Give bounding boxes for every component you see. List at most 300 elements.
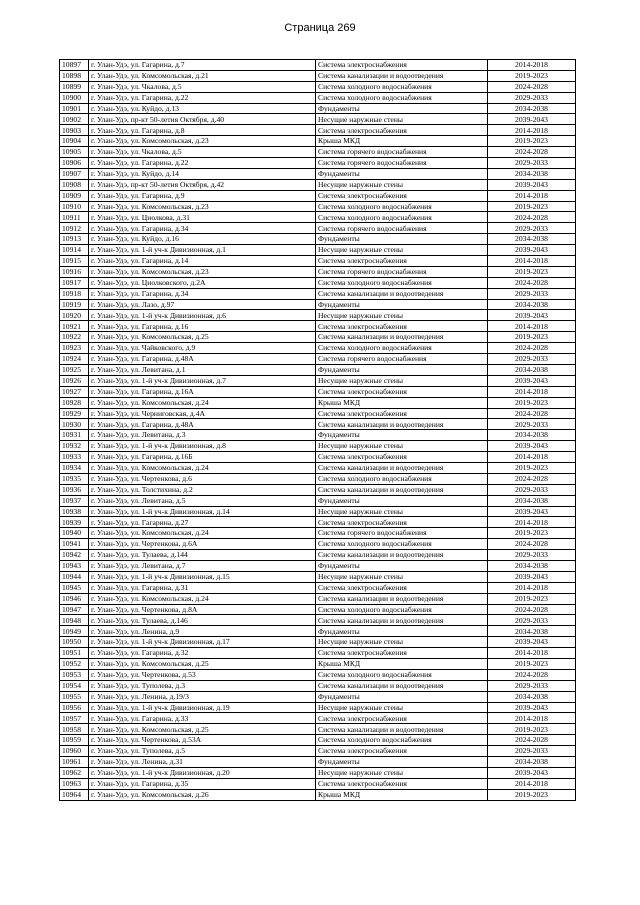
row-work-type: Система холодного водоснабжения xyxy=(316,81,488,92)
row-address: г. Улан-Удэ, ул. Чкалова, д.5 xyxy=(89,81,316,92)
row-work-type: Система холодного водоснабжения xyxy=(316,343,488,354)
row-work-type: Система электроснабжения xyxy=(316,452,488,463)
row-number: 10908 xyxy=(60,179,89,190)
row-address: г. Улан-Удэ, ул. Черниговская, д.4А xyxy=(89,408,316,419)
row-period: 2014-2018 xyxy=(488,125,576,136)
row-work-type: Несущие наружные стены xyxy=(316,114,488,125)
row-number: 10949 xyxy=(60,626,89,637)
row-number: 10937 xyxy=(60,495,89,506)
table-row xyxy=(60,735,576,746)
table-row xyxy=(60,266,576,277)
row-address: г. Улан-Удэ, ул. Комсомольская, д.26 xyxy=(89,789,316,800)
row-period: 2024-2028 xyxy=(488,669,576,680)
row-period: 2014-2018 xyxy=(488,60,576,71)
row-work-type: Несущие наружные стены xyxy=(316,637,488,648)
row-address: г. Улан-Удэ, ул. 1-й уч-к Дивизионная, д.1 xyxy=(89,245,316,256)
row-work-type: Система канализации и водоотведения xyxy=(316,288,488,299)
row-period: 2029-2033 xyxy=(488,158,576,169)
row-number: 10898 xyxy=(60,70,89,81)
row-work-type: Система горячего водоснабжения xyxy=(316,266,488,277)
row-address: г. Улан-Удэ, ул. Гагарина, д.22 xyxy=(89,158,316,169)
row-period: 2019-2023 xyxy=(488,462,576,473)
row-period: 2039-2043 xyxy=(488,506,576,517)
row-work-type: Система холодного водоснабжения xyxy=(316,277,488,288)
row-work-type: Фундаменты xyxy=(316,691,488,702)
table-row xyxy=(60,277,576,288)
row-number: 10906 xyxy=(60,158,89,169)
row-address: г. Улан-Удэ, ул. Ленина, д.19/3 xyxy=(89,691,316,702)
row-work-type: Крыша МКД xyxy=(316,789,488,800)
row-address: г. Улан-Удэ, ул. Гагарина, д.33 xyxy=(89,713,316,724)
row-work-type: Система канализации и водоотведения xyxy=(316,550,488,561)
table-row xyxy=(60,724,576,735)
row-address: г. Улан-Удэ, ул. Гагарина, д.14 xyxy=(89,256,316,267)
row-number: 10962 xyxy=(60,767,89,778)
row-number: 10905 xyxy=(60,147,89,158)
row-work-type: Фундаменты xyxy=(316,234,488,245)
row-number: 10920 xyxy=(60,310,89,321)
table-row xyxy=(60,343,576,354)
row-number: 10907 xyxy=(60,168,89,179)
row-address: г. Улан-Удэ, пр-кт 50-летия Октября, д.40 xyxy=(89,114,316,125)
table-row xyxy=(60,147,576,158)
table-row xyxy=(60,245,576,256)
table-row xyxy=(60,212,576,223)
row-number: 10904 xyxy=(60,136,89,147)
row-period: 2039-2043 xyxy=(488,571,576,582)
row-period: 2034-2038 xyxy=(488,560,576,571)
row-work-type: Фундаменты xyxy=(316,168,488,179)
table-row xyxy=(60,593,576,604)
row-period: 2019-2023 xyxy=(488,397,576,408)
row-period: 2014-2018 xyxy=(488,452,576,463)
row-number: 10963 xyxy=(60,778,89,789)
table-row xyxy=(60,386,576,397)
row-address: г. Улан-Удэ, ул. Чертенкова, д.6 xyxy=(89,473,316,484)
table-row xyxy=(60,190,576,201)
row-work-type: Фундаменты xyxy=(316,299,488,310)
row-period: 2039-2043 xyxy=(488,245,576,256)
row-number: 10945 xyxy=(60,582,89,593)
row-number: 10901 xyxy=(60,103,89,114)
row-address: г. Улан-Удэ, ул. 1-й уч-к Дивизионная, д.7 xyxy=(89,375,316,386)
row-address: г. Улан-Удэ, ул. Гагарина, д.34 xyxy=(89,288,316,299)
row-number: 10961 xyxy=(60,757,89,768)
row-period: 2034-2038 xyxy=(488,757,576,768)
row-address: г. Улан-Удэ, ул. Гагарина, д.35 xyxy=(89,778,316,789)
row-period: 2034-2038 xyxy=(488,691,576,702)
row-period: 2034-2038 xyxy=(488,234,576,245)
row-number: 10913 xyxy=(60,234,89,245)
row-number: 10958 xyxy=(60,724,89,735)
row-address: г. Улан-Удэ, ул. Чертенкова, д.53А xyxy=(89,735,316,746)
row-number: 10922 xyxy=(60,332,89,343)
row-address: г. Улан-Удэ, ул. Тулаева, д.146 xyxy=(89,615,316,626)
row-work-type: Система горячего водоснабжения xyxy=(316,147,488,158)
row-period: 2029-2033 xyxy=(488,680,576,691)
row-address: г. Улан-Удэ, ул. 1-й уч-к Дивизионная, д.14 xyxy=(89,506,316,517)
row-period: 2029-2033 xyxy=(488,550,576,561)
row-period: 2024-2028 xyxy=(488,343,576,354)
table-row xyxy=(60,332,576,343)
row-period: 2019-2023 xyxy=(488,789,576,800)
table-row xyxy=(60,462,576,473)
row-address: г. Улан-Удэ, ул. Куйдо, д.14 xyxy=(89,168,316,179)
row-address: г. Улан-Удэ, ул. Гагарина, д.9 xyxy=(89,190,316,201)
row-number: 10899 xyxy=(60,81,89,92)
table-row xyxy=(60,615,576,626)
row-period: 2029-2033 xyxy=(488,419,576,430)
row-number: 10924 xyxy=(60,354,89,365)
row-work-type: Фундаменты xyxy=(316,626,488,637)
row-number: 10951 xyxy=(60,648,89,659)
table-row xyxy=(60,550,576,561)
row-number: 10933 xyxy=(60,452,89,463)
row-period: 2024-2028 xyxy=(488,277,576,288)
row-work-type: Несущие наружные стены xyxy=(316,245,488,256)
row-work-type: Система электроснабжения xyxy=(316,746,488,757)
row-period: 2034-2038 xyxy=(488,168,576,179)
row-address: г. Улан-Удэ, ул. 1-й уч-к Дивизионная, д.19 xyxy=(89,702,316,713)
row-period: 2034-2038 xyxy=(488,364,576,375)
row-work-type: Крыша МКД xyxy=(316,397,488,408)
table-row xyxy=(60,680,576,691)
row-address: г. Улан-Удэ, ул. Комсомольская, д.25 xyxy=(89,332,316,343)
table-row xyxy=(60,158,576,169)
row-work-type: Система канализации и водоотведения xyxy=(316,70,488,81)
row-number: 10921 xyxy=(60,321,89,332)
row-work-type: Фундаменты xyxy=(316,430,488,441)
table-row xyxy=(60,517,576,528)
table-row xyxy=(60,746,576,757)
row-work-type: Система холодного водоснабжения xyxy=(316,669,488,680)
repair-schedule-table xyxy=(59,59,576,801)
row-address: г. Улан-Удэ, ул. Комсомольская, д.23 xyxy=(89,136,316,147)
table-row xyxy=(60,375,576,386)
table-row xyxy=(60,288,576,299)
table-row xyxy=(60,408,576,419)
row-work-type: Система электроснабжения xyxy=(316,517,488,528)
row-address: г. Улан-Удэ, ул. Левитана, д.7 xyxy=(89,560,316,571)
row-number: 10902 xyxy=(60,114,89,125)
table-row xyxy=(60,528,576,539)
row-address: г. Улан-Удэ, ул. Ленина, д.31 xyxy=(89,757,316,768)
row-number: 10916 xyxy=(60,266,89,277)
table-row xyxy=(60,364,576,375)
row-number: 10952 xyxy=(60,658,89,669)
row-work-type: Система холодного водоснабжения xyxy=(316,604,488,615)
row-period: 2039-2043 xyxy=(488,702,576,713)
row-number: 10943 xyxy=(60,560,89,571)
table-row xyxy=(60,321,576,332)
row-address: г. Улан-Удэ, ул. Гагарина, д.32 xyxy=(89,648,316,659)
row-number: 10942 xyxy=(60,550,89,561)
row-work-type: Система электроснабжения xyxy=(316,60,488,71)
row-number: 10940 xyxy=(60,528,89,539)
table-row xyxy=(60,637,576,648)
row-address: г. Улан-Удэ, ул. 1-й уч-к Дивизионная, д.8 xyxy=(89,441,316,452)
row-work-type: Система электроснабжения xyxy=(316,321,488,332)
table-row xyxy=(60,70,576,81)
row-address: г. Улан-Удэ, ул. Циолкова, д.31 xyxy=(89,212,316,223)
table-row xyxy=(60,626,576,637)
row-period: 2029-2033 xyxy=(488,615,576,626)
row-period: 2014-2018 xyxy=(488,778,576,789)
row-work-type: Система электроснабжения xyxy=(316,386,488,397)
row-work-type: Несущие наружные стены xyxy=(316,179,488,190)
row-number: 10948 xyxy=(60,615,89,626)
row-number: 10950 xyxy=(60,637,89,648)
row-address: г. Улан-Удэ, ул. Комсомольская, д.24 xyxy=(89,462,316,473)
table-row xyxy=(60,81,576,92)
row-period: 2029-2033 xyxy=(488,354,576,365)
row-number: 10915 xyxy=(60,256,89,267)
table-row xyxy=(60,669,576,680)
row-address: г. Улан-Удэ, ул. Комсомольская, д.25 xyxy=(89,724,316,735)
row-number: 10917 xyxy=(60,277,89,288)
row-number: 10929 xyxy=(60,408,89,419)
row-address: г. Улан-Удэ, ул. 1-й уч-к Дивизионная, д.6 xyxy=(89,310,316,321)
table-row xyxy=(60,125,576,136)
row-work-type: Система холодного водоснабжения xyxy=(316,539,488,550)
table-row xyxy=(60,397,576,408)
row-address: г. Улан-Удэ, ул. Чайковского, д.9 xyxy=(89,343,316,354)
table-row xyxy=(60,92,576,103)
row-number: 10946 xyxy=(60,593,89,604)
row-period: 2024-2028 xyxy=(488,473,576,484)
table-row xyxy=(60,571,576,582)
row-period: 2014-2018 xyxy=(488,256,576,267)
row-number: 10941 xyxy=(60,539,89,550)
row-address: г. Улан-Удэ, ул. 1-й уч-к Дивизионная, д.15 xyxy=(89,571,316,582)
row-work-type: Фундаменты xyxy=(316,495,488,506)
row-address: г. Улан-Удэ, ул. Гагарина, д.16 xyxy=(89,321,316,332)
row-period: 2024-2028 xyxy=(488,81,576,92)
table-row xyxy=(60,767,576,778)
row-address: г. Улан-Удэ, ул. Гагарина, д.48А xyxy=(89,354,316,365)
row-period: 2019-2023 xyxy=(488,593,576,604)
row-period: 2029-2033 xyxy=(488,223,576,234)
table-row xyxy=(60,114,576,125)
row-period: 2029-2033 xyxy=(488,484,576,495)
table-row xyxy=(60,310,576,321)
row-period: 2014-2018 xyxy=(488,713,576,724)
table-row xyxy=(60,539,576,550)
row-work-type: Фундаменты xyxy=(316,560,488,571)
table-row xyxy=(60,473,576,484)
row-number: 10931 xyxy=(60,430,89,441)
row-period: 2039-2043 xyxy=(488,637,576,648)
row-work-type: Система электроснабжения xyxy=(316,256,488,267)
table-row xyxy=(60,441,576,452)
row-address: г. Улан-Удэ, ул. Ленина, д.9 xyxy=(89,626,316,637)
row-work-type: Несущие наружные стены xyxy=(316,571,488,582)
row-number: 10903 xyxy=(60,125,89,136)
row-address: г. Улан-Удэ, ул. Чертенкова, д.6А xyxy=(89,539,316,550)
row-number: 10897 xyxy=(60,60,89,71)
row-number: 10959 xyxy=(60,735,89,746)
table-row xyxy=(60,299,576,310)
row-period: 2019-2023 xyxy=(488,658,576,669)
table-row xyxy=(60,691,576,702)
table-row xyxy=(60,702,576,713)
row-address: г. Улан-Удэ, ул. Туполева, д.5 xyxy=(89,746,316,757)
row-work-type: Система холодного водоснабжения xyxy=(316,473,488,484)
row-address: г. Улан-Удэ, ул. Гагарина, д.16Б xyxy=(89,452,316,463)
row-address: г. Улан-Удэ, ул. Левитана, д.3 xyxy=(89,430,316,441)
row-work-type: Система канализации и водоотведения xyxy=(316,484,488,495)
page-title: Страница 269 xyxy=(284,22,356,34)
row-address: г. Улан-Удэ, ул. Куйдо, д.16 xyxy=(89,234,316,245)
row-address: г. Улан-Удэ, ул. Левитана, д.1 xyxy=(89,364,316,375)
row-address: г. Улан-Удэ, пр-кт 50-летия Октября, д.42 xyxy=(89,179,316,190)
row-number: 10918 xyxy=(60,288,89,299)
row-address: г. Улан-Удэ, ул. Тулаева, д.144 xyxy=(89,550,316,561)
row-work-type: Несущие наружные стены xyxy=(316,702,488,713)
row-number: 10939 xyxy=(60,517,89,528)
row-address: г. Улан-Удэ, ул. Гагарина, д.27 xyxy=(89,517,316,528)
row-work-type: Система электроснабжения xyxy=(316,582,488,593)
row-address: г. Улан-Удэ, ул. Комсомольская, д.24 xyxy=(89,528,316,539)
row-number: 10925 xyxy=(60,364,89,375)
row-address: г. Улан-Удэ, ул. Комсомольская, д.23 xyxy=(89,266,316,277)
row-period: 2039-2043 xyxy=(488,114,576,125)
table-row xyxy=(60,452,576,463)
table-row xyxy=(60,484,576,495)
row-period: 2024-2028 xyxy=(488,604,576,615)
row-period: 2039-2043 xyxy=(488,310,576,321)
table-row xyxy=(60,495,576,506)
row-work-type: Система электроснабжения xyxy=(316,648,488,659)
table-row xyxy=(60,648,576,659)
row-period: 2024-2028 xyxy=(488,147,576,158)
row-address: г. Улан-Удэ, ул. Чертенкова, д.53 xyxy=(89,669,316,680)
row-period: 2039-2043 xyxy=(488,179,576,190)
row-number: 10953 xyxy=(60,669,89,680)
row-work-type: Система канализации и водоотведения xyxy=(316,615,488,626)
row-address: г. Улан-Удэ, ул. Чкалова, д.5 xyxy=(89,147,316,158)
row-number: 10914 xyxy=(60,245,89,256)
row-address: г. Улан-Удэ, ул. 1-й уч-к Дивизионная, д.17 xyxy=(89,637,316,648)
row-work-type: Фундаменты xyxy=(316,364,488,375)
row-work-type: Система холодного водоснабжения xyxy=(316,201,488,212)
row-work-type: Крыша МКД xyxy=(316,136,488,147)
row-period: 2019-2023 xyxy=(488,528,576,539)
row-address: г. Улан-Удэ, ул. Комсомольская, д.24 xyxy=(89,593,316,604)
row-number: 10954 xyxy=(60,680,89,691)
row-address: г. Улан-Удэ, ул. Левитана, д.5 xyxy=(89,495,316,506)
row-period: 2039-2043 xyxy=(488,441,576,452)
table-row xyxy=(60,201,576,212)
row-address: г. Улан-Удэ, ул. Гагарина, д.22 xyxy=(89,92,316,103)
table-row xyxy=(60,419,576,430)
row-period: 2029-2033 xyxy=(488,746,576,757)
row-work-type: Система электроснабжения xyxy=(316,125,488,136)
row-work-type: Система холодного водоснабжения xyxy=(316,212,488,223)
row-work-type: Система горячего водоснабжения xyxy=(316,354,488,365)
row-period: 2019-2023 xyxy=(488,201,576,212)
table-row xyxy=(60,506,576,517)
row-period: 2024-2028 xyxy=(488,539,576,550)
row-work-type: Несущие наружные стены xyxy=(316,767,488,778)
row-address: г. Улан-Удэ, ул. Комсомольская, д.21 xyxy=(89,70,316,81)
row-address: г. Улан-Удэ, ул. Чертенкова, д.8А xyxy=(89,604,316,615)
row-period: 2014-2018 xyxy=(488,190,576,201)
row-period: 2039-2043 xyxy=(488,375,576,386)
row-address: г. Улан-Удэ, ул. Гагарина, д.16А xyxy=(89,386,316,397)
row-address: г. Улан-Удэ, ул. Гагарина, д.34 xyxy=(89,223,316,234)
row-address: г. Улан-Удэ, ул. Куйдо, д.13 xyxy=(89,103,316,114)
row-work-type: Несущие наружные стены xyxy=(316,506,488,517)
row-period: 2034-2038 xyxy=(488,430,576,441)
table-row xyxy=(60,789,576,800)
row-work-type: Фундаменты xyxy=(316,757,488,768)
row-number: 10900 xyxy=(60,92,89,103)
row-period: 2039-2043 xyxy=(488,767,576,778)
row-work-type: Система электроснабжения xyxy=(316,713,488,724)
row-work-type: Несущие наружные стены xyxy=(316,310,488,321)
table-row xyxy=(60,582,576,593)
row-number: 10957 xyxy=(60,713,89,724)
row-period: 2019-2023 xyxy=(488,70,576,81)
row-address: г. Улан-Удэ, ул. Комсомольская, д.25 xyxy=(89,658,316,669)
row-address: г. Улан-Удэ, ул. Туполева, д.3 xyxy=(89,680,316,691)
row-work-type: Система холодного водоснабжения xyxy=(316,92,488,103)
row-period: 2014-2018 xyxy=(488,582,576,593)
row-work-type: Фундаменты xyxy=(316,103,488,114)
table-row xyxy=(60,234,576,245)
row-address: г. Улан-Удэ, ул. 1-й уч-к Дивизионная, д.20 xyxy=(89,767,316,778)
row-number: 10938 xyxy=(60,506,89,517)
row-number: 10919 xyxy=(60,299,89,310)
row-work-type: Система холодного водоснабжения xyxy=(316,735,488,746)
row-work-type: Система горячего водоснабжения xyxy=(316,223,488,234)
row-address: г. Улан-Удэ, ул. Гагарина, д.48А xyxy=(89,419,316,430)
row-address: г. Улан-Удэ, ул. Гагарина, д.7 xyxy=(89,60,316,71)
row-number: 10960 xyxy=(60,746,89,757)
table-row xyxy=(60,136,576,147)
row-work-type: Система канализации и водоотведения xyxy=(316,332,488,343)
row-address: г. Улан-Удэ, ул. Циолковского, д.2А xyxy=(89,277,316,288)
row-number: 10936 xyxy=(60,484,89,495)
row-work-type: Система электроснабжения xyxy=(316,778,488,789)
row-period: 2034-2038 xyxy=(488,299,576,310)
row-period: 2034-2038 xyxy=(488,495,576,506)
table-row xyxy=(60,560,576,571)
row-period: 2014-2018 xyxy=(488,517,576,528)
row-address: г. Улан-Удэ, ул. Лазо, д.97 xyxy=(89,299,316,310)
row-number: 10935 xyxy=(60,473,89,484)
row-period: 2014-2018 xyxy=(488,321,576,332)
table-row xyxy=(60,354,576,365)
table-row xyxy=(60,778,576,789)
row-number: 10934 xyxy=(60,462,89,473)
row-number: 10964 xyxy=(60,789,89,800)
row-number: 10923 xyxy=(60,343,89,354)
row-address: г. Улан-Удэ, ул. Комсомольская, д.24 xyxy=(89,397,316,408)
row-number: 10944 xyxy=(60,571,89,582)
table-row xyxy=(60,658,576,669)
row-period: 2029-2033 xyxy=(488,288,576,299)
row-period: 2034-2038 xyxy=(488,103,576,114)
table-row xyxy=(60,757,576,768)
row-period: 2024-2028 xyxy=(488,212,576,223)
row-number: 10909 xyxy=(60,190,89,201)
row-work-type: Несущие наружные стены xyxy=(316,375,488,386)
row-period: 2019-2023 xyxy=(488,332,576,343)
row-work-type: Система канализации и водоотведения xyxy=(316,462,488,473)
table-row xyxy=(60,223,576,234)
